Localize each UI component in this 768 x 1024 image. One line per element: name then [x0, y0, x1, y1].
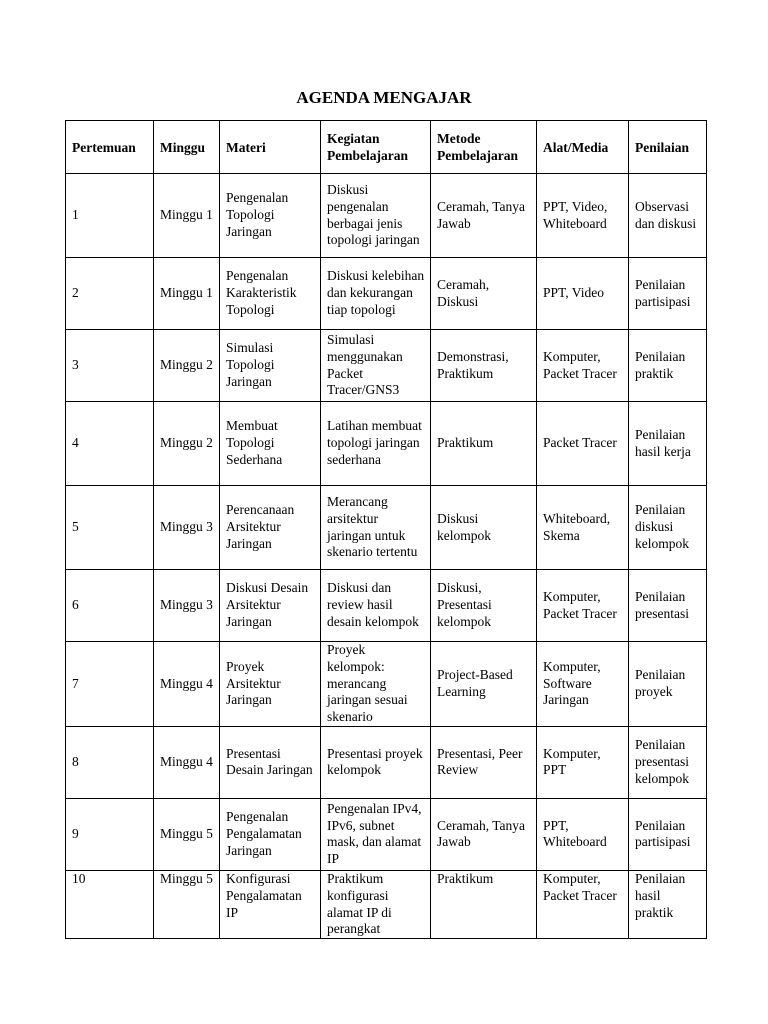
cell-minggu: Minggu 5 [154, 798, 220, 870]
cell-materi: Pengenalan Pengalamatan Jaringan [220, 798, 321, 870]
cell-alat-media: Komputer, Packet Tracer [537, 570, 629, 642]
cell-kegiatan: Diskusi kelebihan dan kekurangan tiap topologi [321, 258, 431, 330]
cell-alat-media: Komputer, Software Jaringan [537, 642, 629, 727]
cell-materi: Pengenalan Karakteristik Topologi [220, 258, 321, 330]
cell-pertemuan: 6 [66, 570, 154, 642]
cell-kegiatan: Proyek kelompok: merancang jaringan sesuai skenario [321, 642, 431, 727]
cell-materi: Simulasi Topologi Jaringan [220, 330, 321, 402]
cell-materi: Perencanaan Arsitektur Jaringan [220, 486, 321, 570]
table-row [66, 402, 707, 486]
cell-pertemuan: 1 [66, 174, 154, 258]
table-row [66, 174, 707, 258]
cell-kegiatan: Latihan membuat topologi jaringan sederhana [321, 402, 431, 486]
cell-penilaian: Penilaian presentasi kelompok [629, 726, 707, 798]
cell-materi: Membuat Topologi Sederhana [220, 402, 321, 486]
cell-minggu: Minggu 2 [154, 402, 220, 486]
cell-metode: Ceramah, Diskusi [431, 258, 537, 330]
cell-metode: Diskusi, Presentasi kelompok [431, 570, 537, 642]
cell-penilaian: Penilaian partisipasi [629, 798, 707, 870]
cell-penilaian: Penilaian presentasi [629, 570, 707, 642]
cell-penilaian: Penilaian hasil kerja [629, 402, 707, 486]
cell-penilaian: Observasi dan diskusi [629, 174, 707, 258]
cell-kegiatan: Presentasi proyek kelompok [321, 726, 431, 798]
table-row [66, 570, 707, 642]
header-kegiatan: Kegiatan Pembelajaran [321, 121, 431, 174]
cell-penilaian: Penilaian hasil praktik [629, 870, 707, 938]
cell-pertemuan: 10 [66, 870, 154, 938]
cell-materi: Diskusi Desain Arsitektur Jaringan [220, 570, 321, 642]
cell-penilaian: Penilaian proyek [629, 642, 707, 727]
page-title: AGENDA MENGAJAR [296, 88, 472, 107]
table-header-row [66, 121, 707, 174]
cell-metode: Praktikum [431, 870, 537, 938]
table-row [66, 330, 707, 402]
cell-pertemuan: 8 [66, 726, 154, 798]
table-row [66, 870, 707, 938]
cell-alat-media: Komputer, PPT [537, 726, 629, 798]
cell-kegiatan: Pengenalan IPv4, IPv6, subnet mask, dan alamat IP [321, 798, 431, 870]
cell-penilaian: Penilaian praktik [629, 330, 707, 402]
table-row [66, 486, 707, 570]
agenda-table [65, 120, 707, 939]
cell-materi: Proyek Arsitektur Jaringan [220, 642, 321, 727]
cell-metode: Demonstrasi, Praktikum [431, 330, 537, 402]
cell-pertemuan: 9 [66, 798, 154, 870]
cell-kegiatan: Merancang arsitektur jaringan untuk skenario tertentu [321, 486, 431, 570]
cell-alat-media: PPT, Whiteboard [537, 798, 629, 870]
table-row [66, 258, 707, 330]
cell-alat-media: Komputer, Packet Tracer [537, 330, 629, 402]
cell-metode: Praktikum [431, 402, 537, 486]
cell-alat-media: Packet Tracer [537, 402, 629, 486]
header-materi: Materi [220, 121, 321, 174]
cell-penilaian: Penilaian partisipasi [629, 258, 707, 330]
cell-minggu: Minggu 2 [154, 330, 220, 402]
table-row [66, 642, 707, 727]
cell-kegiatan: Simulasi menggunakan Packet Tracer/GNS3 [321, 330, 431, 402]
cell-pertemuan: 5 [66, 486, 154, 570]
cell-minggu: Minggu 4 [154, 726, 220, 798]
cell-alat-media: Whiteboard, Skema [537, 486, 629, 570]
header-minggu: Minggu [154, 121, 220, 174]
cell-pertemuan: 3 [66, 330, 154, 402]
cell-metode: Diskusi kelompok [431, 486, 537, 570]
cell-metode: Project-Based Learning [431, 642, 537, 727]
cell-materi: Konfigurasi Pengalamatan IP [220, 870, 321, 938]
cell-penilaian: Penilaian diskusi kelompok [629, 486, 707, 570]
cell-minggu: Minggu 1 [154, 174, 220, 258]
cell-kegiatan: Praktikum konfigurasi alamat IP di perangkat [321, 870, 431, 938]
header-metode: Metode Pembelajaran [431, 121, 537, 174]
cell-minggu: Minggu 1 [154, 258, 220, 330]
cell-alat-media: Komputer, Packet Tracer [537, 870, 629, 938]
table-row [66, 798, 707, 870]
cell-alat-media: PPT, Video, Whiteboard [537, 174, 629, 258]
cell-minggu: Minggu 3 [154, 570, 220, 642]
header-penilaian: Penilaian [629, 121, 707, 174]
cell-metode: Presentasi, Peer Review [431, 726, 537, 798]
header-pertemuan: Pertemuan [66, 121, 154, 174]
cell-pertemuan: 4 [66, 402, 154, 486]
cell-minggu: Minggu 3 [154, 486, 220, 570]
cell-pertemuan: 2 [66, 258, 154, 330]
cell-kegiatan: Diskusi dan review hasil desain kelompok [321, 570, 431, 642]
table-row [66, 726, 707, 798]
cell-kegiatan: Diskusi pengenalan berbagai jenis topologi jaringan [321, 174, 431, 258]
cell-minggu: Minggu 4 [154, 642, 220, 727]
cell-minggu: Minggu 5 [154, 870, 220, 938]
header-alat-media: Alat/Media [537, 121, 629, 174]
cell-pertemuan: 7 [66, 642, 154, 727]
cell-materi: Pengenalan Topologi Jaringan [220, 174, 321, 258]
cell-metode: Ceramah, Tanya Jawab [431, 174, 537, 258]
cell-materi: Presentasi Desain Jaringan [220, 726, 321, 798]
cell-alat-media: PPT, Video [537, 258, 629, 330]
cell-metode: Ceramah, Tanya Jawab [431, 798, 537, 870]
